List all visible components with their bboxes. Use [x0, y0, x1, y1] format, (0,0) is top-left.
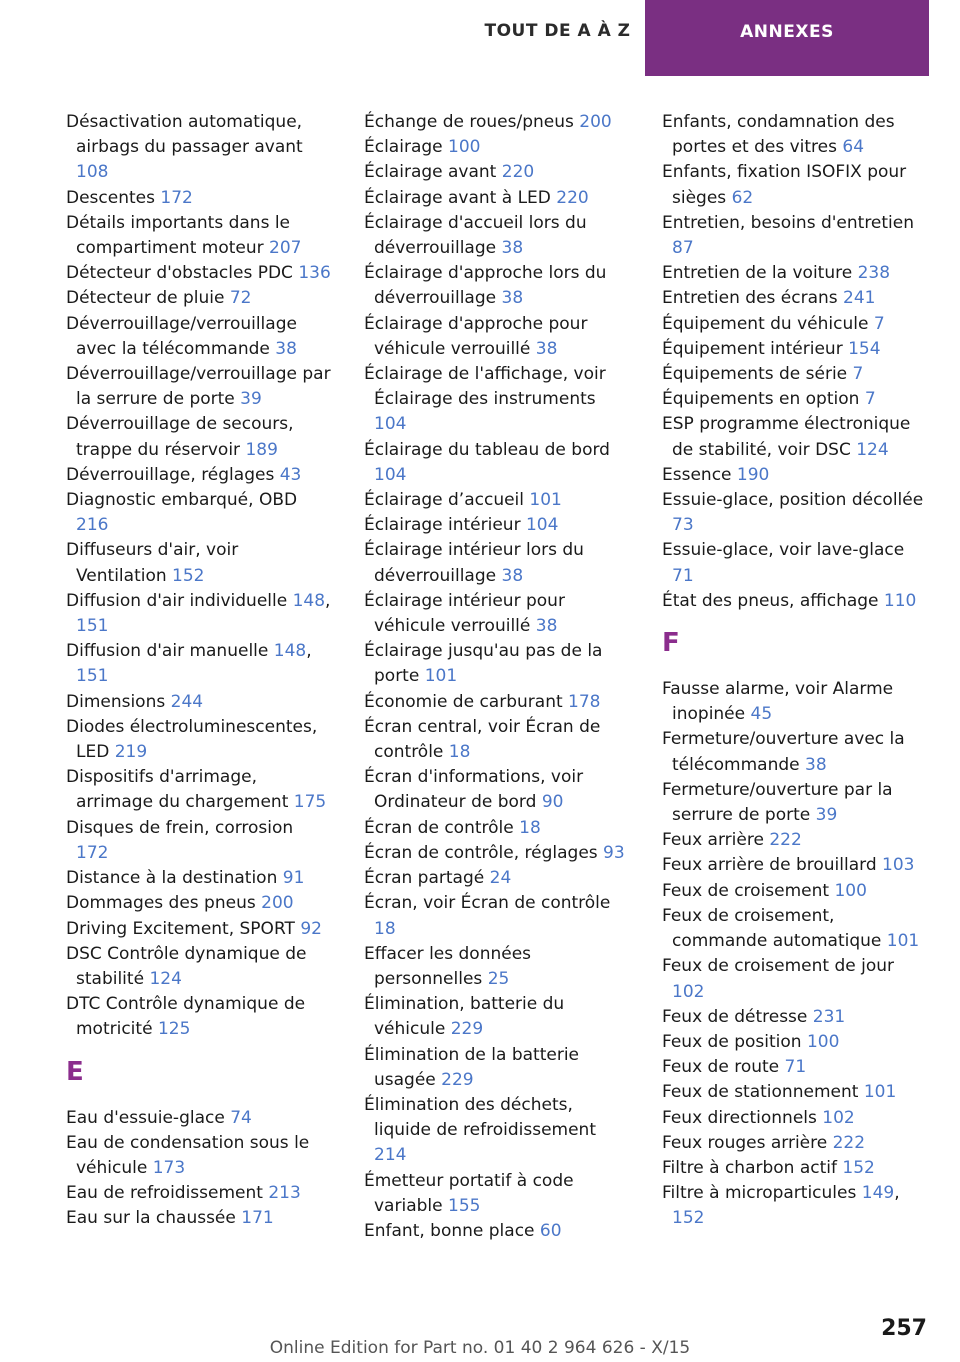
page-link[interactable]: 100: [806, 1031, 840, 1052]
index-column-3: [662, 110, 927, 1232]
page-link[interactable]: 152: [172, 565, 205, 586]
index-entry-text: Éclairage d'accueil lors du déverrouillage: [364, 212, 587, 259]
page-link[interactable]: 220: [501, 162, 535, 183]
page-link[interactable]: 152: [842, 1157, 875, 1178]
page-link[interactable]: 231: [812, 1006, 846, 1027]
page-link[interactable]: 124: [856, 439, 889, 460]
index-entry: [364, 690, 629, 715]
index-entry-text: Fausse alarme, voir Alarme inopinée: [662, 679, 894, 725]
page-link[interactable]: 38: [535, 338, 558, 359]
page-link[interactable]: 178: [568, 691, 601, 712]
index-entry: [364, 160, 629, 185]
index-entry: [364, 765, 629, 815]
index-entry: [662, 1055, 927, 1080]
index-entry-text: Éclairage intérieur lors du déverrouillage: [364, 540, 584, 586]
index-entry-text: Équipement du véhicule: [662, 313, 869, 334]
index-entry-text: Diffusion d'air manuelle: [66, 641, 269, 662]
index-entry: [364, 639, 629, 689]
index-entry-text: Eau sur la chaussée: [66, 1208, 236, 1229]
index-entry-text: Enfant, bonne place: [364, 1220, 535, 1241]
page-link[interactable]: 136: [298, 263, 331, 284]
page-link[interactable]: 7: [864, 389, 876, 410]
index-entry: [364, 866, 629, 891]
page-link[interactable]: 238: [857, 263, 891, 284]
index-entry-text: Distance à la destination: [66, 868, 278, 889]
index-entry-text: Feux de route: [662, 1057, 780, 1078]
index-entry: [66, 186, 331, 211]
index-entry: [66, 765, 331, 815]
index-entry-text: Déverrouillage/verrouillage par la serrure de porte: [66, 364, 331, 410]
index-entry-text: Enfants, fixation ISOFIX pour sièges: [662, 162, 907, 208]
index-entry-text: Déverrouillage/verrouillage avec la télécommande: [66, 313, 297, 359]
page-link[interactable]: 60: [539, 1220, 562, 1241]
index-entry: [66, 110, 331, 186]
page-link[interactable]: 222: [769, 830, 802, 851]
page-link[interactable]: 152: [672, 1208, 705, 1229]
index-entry-text: Essuie-glace, voir lave-glace: [662, 540, 905, 561]
index-entry: [364, 992, 629, 1042]
page-link[interactable]: 104: [374, 414, 407, 435]
index-entry: [662, 1005, 927, 1030]
index-entry-text: Éclairage d'approche pour véhicule verrouillé: [364, 313, 588, 359]
index-entry-text: Essuie-glace, position décollée: [662, 490, 924, 511]
page-link[interactable]: 7: [852, 364, 864, 385]
index-entry: [66, 261, 331, 286]
page-link[interactable]: 101: [886, 931, 920, 952]
index-entry-text: Feux directionnels: [662, 1107, 817, 1128]
index-entry-text: Déverrouillage de secours, trappe du réservoir: [66, 414, 294, 460]
page-link[interactable]: 71: [784, 1057, 807, 1078]
index-entry: [66, 1206, 331, 1231]
page-link[interactable]: 173: [152, 1157, 186, 1178]
index-entry-text: Équipements en option: [662, 389, 860, 410]
index-entry: [662, 362, 927, 387]
index-entry-text: Détails importants dans le compartiment moteur: [66, 212, 291, 259]
index-entry-text: Filtre à microparticules: [662, 1183, 857, 1204]
index-entry: [66, 488, 331, 538]
page-link[interactable]: 104: [374, 464, 407, 485]
index-entry-text: Éclairage avant à LED: [364, 187, 551, 208]
page-link[interactable]: 148: [273, 641, 307, 662]
index-entry: [66, 1106, 331, 1131]
page-link[interactable]: 124: [149, 968, 182, 989]
index-entry: [662, 1080, 927, 1105]
index-entry-text: Entretien, besoins d'entretien: [662, 212, 915, 233]
index-entry: [364, 538, 629, 588]
index-entry-text: Entretien des écrans: [662, 288, 838, 309]
page-link[interactable]: 190: [736, 464, 770, 485]
page-link[interactable]: 92: [300, 918, 322, 939]
page-link[interactable]: 45: [750, 704, 773, 725]
index-entry: [662, 1156, 927, 1181]
page-link[interactable]: 151: [76, 616, 109, 637]
page-link[interactable]: 39: [240, 389, 262, 410]
index-entry: [662, 412, 927, 462]
page-link[interactable]: 229: [441, 1069, 474, 1090]
index-entry-text: Éclairage jusqu'au pas de la porte: [364, 641, 603, 687]
chapter-tab-label: ANNEXES: [740, 22, 834, 42]
index-entry: [66, 816, 331, 866]
index-entry-text: Écran, voir Écran de contrôle: [364, 893, 611, 914]
index-entry: [66, 690, 331, 715]
index-entry-text: Écran de contrôle: [364, 817, 514, 838]
index-entry-text: Déverrouillage, réglages: [66, 464, 275, 485]
index-entry-text: Dimensions: [66, 691, 166, 712]
index-entry: [364, 513, 629, 538]
index-entry: [364, 488, 629, 513]
page-link[interactable]: 91: [282, 868, 305, 889]
page-link[interactable]: 100: [834, 880, 867, 901]
index-entry: [662, 589, 927, 614]
index-entry: [662, 1030, 927, 1055]
page-link[interactable]: 87: [672, 238, 694, 259]
index-entry: [662, 160, 927, 210]
index-entry-text: Élimination des déchets, liquide de refroidissement: [364, 1094, 596, 1141]
index-entry-text: Feux de croisement: [662, 880, 830, 901]
index-entry: [662, 337, 927, 362]
index-entry-text: Émetteur portatif à code variable: [364, 1170, 574, 1216]
index-entry: [364, 589, 629, 639]
page-link[interactable]: 62: [731, 187, 754, 208]
index-entry-text: Feux arrière: [662, 830, 764, 851]
index-entry: [662, 286, 927, 311]
page-link[interactable]: 43: [279, 464, 302, 485]
index-entry: [662, 727, 927, 777]
index-entry-text: Écran d'informations, voir Ordinateur de bord: [364, 767, 584, 813]
page-link[interactable]: 74: [230, 1107, 252, 1128]
page-link[interactable]: 100: [448, 137, 481, 158]
section-letter: F: [662, 628, 680, 659]
page-link[interactable]: 64: [842, 137, 865, 158]
index-entry: [66, 992, 331, 1042]
index-entry-text: Équipement intérieur: [662, 338, 843, 359]
page-link[interactable]: 149: [861, 1183, 895, 1204]
index-entry-text: Eau de condensation sous le véhicule: [66, 1132, 310, 1178]
index-entry-text: Détecteur d'obstacles PDC: [66, 263, 293, 284]
index-entry: [66, 1181, 331, 1206]
index-entry-text: Fermeture/ouverture par la serrure de porte: [662, 779, 893, 826]
page-link[interactable]: 18: [448, 742, 471, 763]
index-entry-text: Feux rouges arrière: [662, 1132, 828, 1153]
index-entry: [662, 1106, 927, 1131]
page-link[interactable]: 151: [76, 666, 109, 687]
index-entry: [364, 362, 629, 438]
page-link[interactable]: 103: [882, 855, 915, 876]
index-entry: [364, 942, 629, 992]
index-entry: Diffusion d'air manuelle 148, 151: [66, 641, 312, 687]
page-link[interactable]: 200: [579, 112, 612, 132]
index-entry: [662, 828, 927, 853]
index-entry: [662, 879, 927, 904]
page-link[interactable]: 104: [525, 515, 559, 536]
page-link[interactable]: 172: [76, 842, 109, 863]
index-entry-text: Éclairage intérieur: [364, 515, 521, 536]
page-link[interactable]: 38: [501, 565, 524, 586]
index-entry-text: DTC Contrôle dynamique de motricité: [66, 994, 306, 1040]
page-link[interactable]: 18: [519, 817, 541, 838]
index-entry: [66, 463, 331, 488]
index-entry-text: Diffuseurs d'air, voir Ventilation: [66, 540, 239, 586]
index-entry: [364, 261, 629, 311]
index-entry-text: Descentes: [66, 187, 155, 208]
index-entry-text: Feux de position: [662, 1031, 802, 1052]
index-entry-text: Écran partagé: [364, 868, 485, 889]
index-entry: [364, 816, 629, 841]
index-entry-text: Détecteur de pluie: [66, 288, 225, 309]
index-entry-text: Feux arrière de brouillard: [662, 855, 877, 876]
index-entry: [662, 312, 927, 337]
index-entry: [662, 954, 927, 1004]
page-link[interactable]: 214: [374, 1145, 407, 1166]
index-entry: [66, 312, 331, 362]
page-link[interactable]: 38: [501, 238, 524, 259]
page-link[interactable]: 102: [822, 1107, 855, 1128]
index-entry: [364, 841, 629, 866]
page-link[interactable]: 207: [269, 238, 302, 259]
page-link[interactable]: 220: [556, 187, 589, 208]
index-entry-text: Disques de frein, corrosion: [66, 817, 294, 838]
index-entry-text: Feux de stationnement: [662, 1082, 859, 1103]
index-entry: [66, 715, 331, 765]
index-entry: [662, 538, 927, 588]
section-letter: E: [66, 1056, 84, 1087]
index-entry-text: Éclairage: [364, 137, 443, 158]
index-entry: [66, 866, 331, 891]
page-link[interactable]: 189: [245, 439, 278, 460]
page-link[interactable]: 73: [672, 515, 694, 536]
index-entry-text: État des pneus, affichage: [662, 590, 879, 611]
index-entry-text: Éclairage intérieur pour véhicule verrouillé: [364, 590, 565, 637]
page-link[interactable]: 7: [873, 313, 885, 334]
index-entry-text: Diodes électroluminescentes, LED: [66, 716, 318, 763]
index-entry: [662, 463, 927, 488]
index-entry-text: Diffusion d'air individuelle: [66, 590, 288, 611]
page-link[interactable]: 38: [535, 616, 558, 637]
index-column-2: [364, 110, 629, 1244]
index-entry: [662, 110, 927, 160]
index-entry: [364, 715, 629, 765]
index-entry: [662, 387, 927, 412]
page-link[interactable]: 154: [848, 338, 881, 359]
page-link[interactable]: 101: [424, 666, 458, 687]
index-entry-text: Éclairage d'approche lors du déverrouillage: [364, 263, 607, 309]
index-entry-text: Éclairage de l'affichage, voir Éclairage des instruments: [364, 364, 606, 410]
index-entry-text: Équipements de série: [662, 364, 848, 385]
index-entry: [662, 904, 927, 954]
page-link[interactable]: 108: [76, 162, 109, 183]
page-link[interactable]: 229: [450, 1019, 484, 1040]
index-entry-text: Fermeture/ouverture avec la télécommande: [662, 729, 905, 775]
index-entry: [66, 362, 331, 412]
index-entry: [364, 438, 629, 488]
index-entry-text: Enfants, condamnation des portes et des vitres: [662, 112, 895, 158]
index-entry-text: Éclairage du tableau de bord: [364, 439, 610, 460]
index-entry: [364, 135, 629, 160]
index-entry-text: Diagnostic embarqué, OBD: [66, 490, 298, 511]
index-column-1: [66, 110, 331, 1232]
page-link[interactable]: 155: [448, 1195, 481, 1216]
index-entry-text: Eau d'essuie-glace: [66, 1107, 225, 1128]
index-entry-text: Entretien de la voiture: [662, 263, 853, 284]
page-link[interactable]: 90: [541, 792, 564, 813]
index-entry-text: Économie de carburant: [364, 691, 563, 712]
index-entry-text: Dispositifs d'arrimage, arrimage du chargement: [66, 767, 289, 813]
index-entry: [364, 110, 629, 135]
index-entry: [662, 778, 927, 828]
index-entry-text: Eau de refroidissement: [66, 1183, 263, 1204]
index-entry: [66, 891, 331, 916]
page-number: 257: [881, 1316, 927, 1341]
index-entry: Diffusion d'air individuelle 148, 151: [66, 590, 331, 637]
index-entry: [66, 917, 331, 942]
page-link[interactable]: 25: [487, 968, 510, 989]
index-entry-text: Éclairage avant: [364, 162, 497, 183]
page-link[interactable]: 171: [241, 1208, 274, 1229]
index-entry-text: Filtre à charbon actif: [662, 1157, 837, 1178]
index-entry: [364, 186, 629, 211]
page-link[interactable]: 148: [292, 590, 326, 611]
page-link[interactable]: 216: [76, 515, 109, 536]
page-link[interactable]: 93: [603, 842, 625, 863]
index-entry-text: Écran central, voir Écran de contrôle: [364, 716, 601, 763]
page-link[interactable]: 38: [805, 754, 827, 775]
index-entry: [662, 488, 927, 538]
page-link[interactable]: 213: [268, 1183, 301, 1204]
index-entry-text: Dommages des pneus: [66, 893, 256, 914]
index-entry: [364, 1219, 629, 1244]
index-entry: [66, 286, 331, 311]
index-entry-text: ESP programme électronique de stabilité, voir DSC: [662, 414, 911, 460]
page-link[interactable]: 241: [843, 288, 876, 309]
index-entry: [66, 412, 331, 462]
page-link[interactable]: 72: [229, 288, 252, 309]
page-link[interactable]: 101: [863, 1082, 897, 1103]
index-entry-text: Feux de détresse: [662, 1006, 808, 1027]
index-entry: [662, 1131, 927, 1156]
index-entry-text: Écran de contrôle, réglages: [364, 842, 598, 863]
index-entry-text: Feux de croisement, commande automatique: [662, 905, 882, 952]
index-entry-text: Feux de croisement de jour: [662, 956, 895, 977]
index-entry: [66, 942, 331, 992]
index-entry: [66, 538, 331, 588]
page-link[interactable]: 39: [815, 805, 838, 826]
page-link[interactable]: 222: [832, 1132, 866, 1153]
index-entry: [364, 1169, 629, 1219]
index-entry: [662, 261, 927, 286]
page-link[interactable]: 71: [672, 565, 694, 586]
page-link[interactable]: 38: [501, 288, 524, 309]
page-link[interactable]: 200: [261, 893, 294, 914]
page-link[interactable]: 244: [170, 691, 204, 712]
page-link[interactable]: 38: [275, 338, 297, 359]
index-entry-text: Driving Excitement, SPORT: [66, 918, 295, 939]
chapter-tab[interactable]: [645, 0, 929, 76]
footer-edition: Online Edition for Part no. 01 40 2 964 626 - X/15: [269, 1338, 691, 1358]
index-entry: [662, 853, 927, 878]
index-entry: [364, 1093, 629, 1169]
page-link[interactable]: 110: [883, 590, 917, 611]
index-entry-text: Élimination de la batterie usagée: [364, 1044, 579, 1090]
page-link[interactable]: 101: [529, 490, 562, 511]
page-link[interactable]: 219: [114, 742, 148, 763]
index-entry-text: Désactivation automatique, airbags du passager avant: [66, 112, 303, 158]
page-link[interactable]: 24: [489, 868, 512, 889]
index-entry: [662, 211, 927, 261]
index-entry-text: DSC Contrôle dynamique de stabilité: [66, 943, 307, 989]
index-entry-text: Effacer les données personnelles: [364, 943, 532, 989]
page-link[interactable]: 18: [374, 918, 396, 939]
index-entry-text: Échange de roues/pneus: [364, 112, 574, 132]
page-link[interactable]: 125: [157, 1019, 191, 1040]
index-entry: [364, 312, 629, 362]
section-title: TOUT DE A À Z: [484, 21, 631, 41]
index-entry: [662, 677, 927, 727]
index-entry: [66, 1131, 331, 1181]
index-entry-text: Essence: [662, 464, 732, 485]
page-link[interactable]: 102: [672, 981, 705, 1002]
page-link[interactable]: 175: [293, 792, 327, 813]
index-entry: [364, 211, 629, 261]
page-link[interactable]: 172: [160, 187, 193, 208]
index-entry: [66, 211, 331, 261]
index-entry: [364, 891, 629, 941]
index-entry-text: Éclairage d’accueil: [364, 490, 524, 511]
index-entry-text: Élimination, batterie du véhicule: [364, 994, 565, 1040]
index-entry: Filtre à microparticules 149, 152: [662, 1183, 900, 1229]
index-entry: [364, 1043, 629, 1093]
